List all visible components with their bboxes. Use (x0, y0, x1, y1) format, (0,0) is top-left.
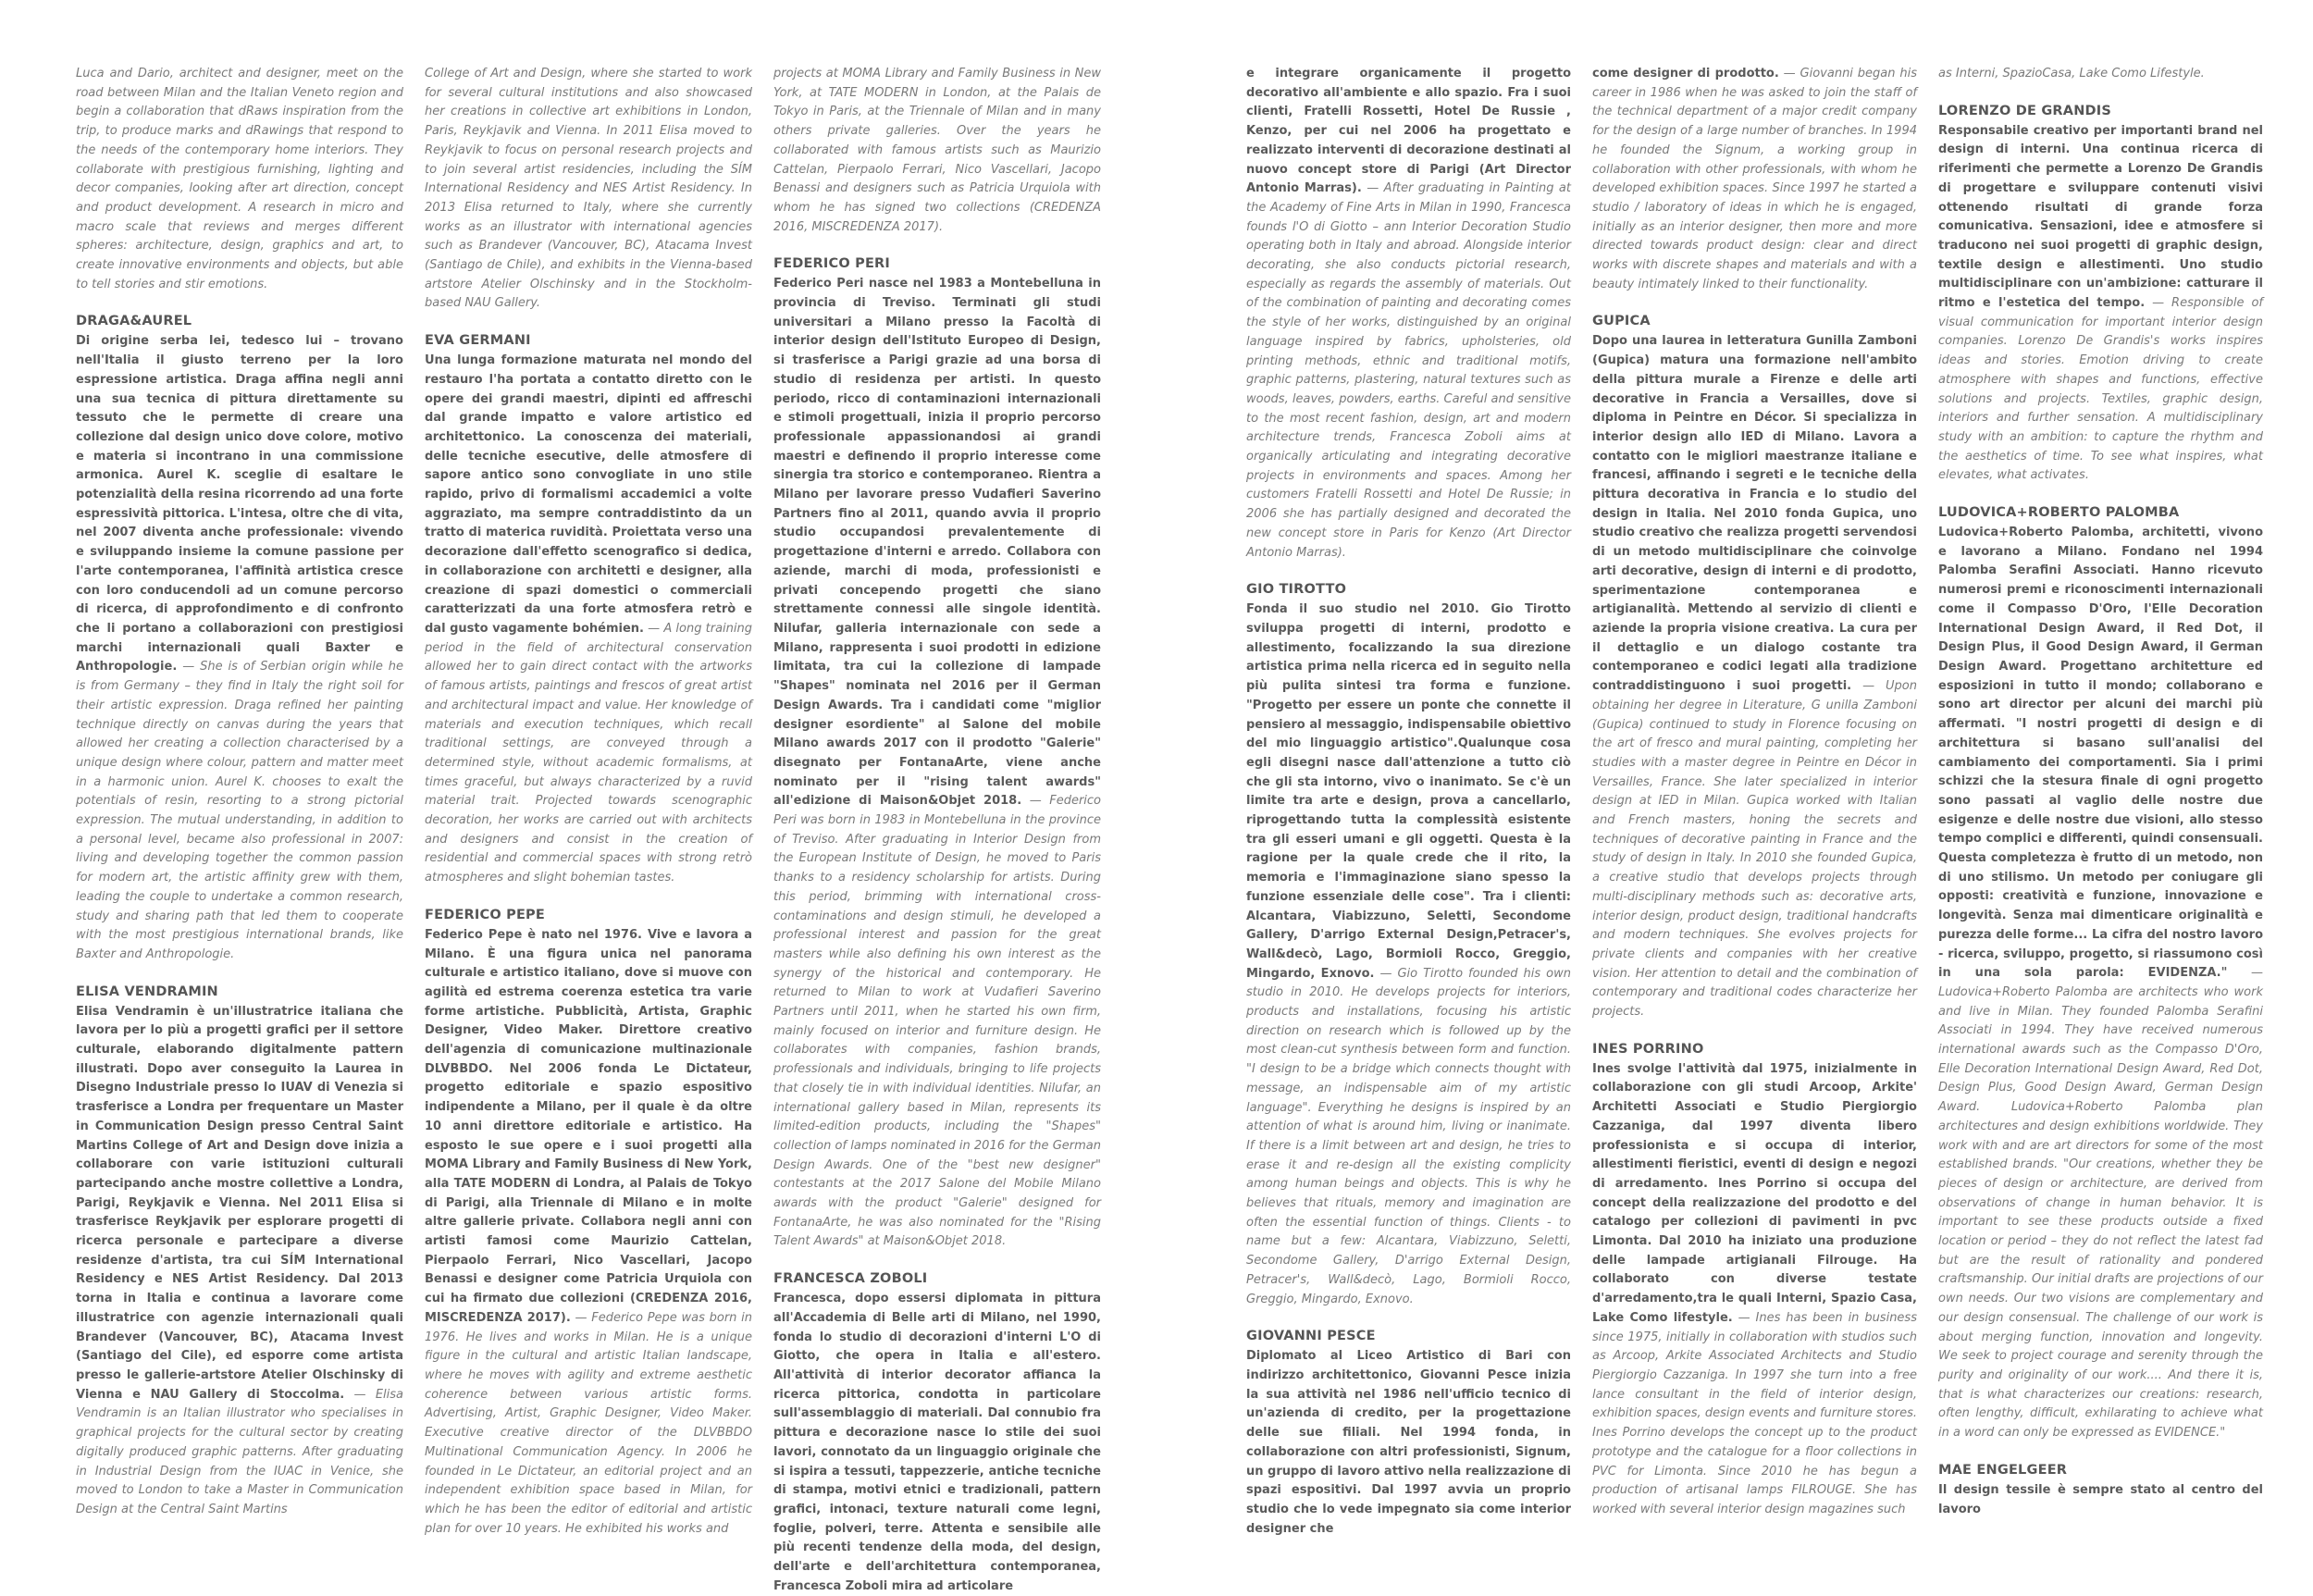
bio-italian-text: come designer di prodotto. (1592, 67, 1779, 80)
language-separator: — (182, 660, 195, 674)
designer-bio (773, 1290, 1101, 1596)
bio-english-text: Ludovica+Roberto Palomba are architects who work and live in Milan. They founded Palomba Serafini Associati in 1994. They have received numerous international awards such as the Compasso D'Oro, Elle Decoration International Design Award, Red Dot, Design Plus, Good Design Award, German Design Award. Ludovica+Roberto Palomba plan architectures and design exhibitions worldwide. They work with and are art directors for some of the most established brands. "Our creations, whether they be pieces of design or architecture, are derived from observations of change in human behavior. It is important to see these products outside a fixed location or period – they do not reflect the latest fad but are the result of rationality and pondered craftsmanship. Our initial drafts are projections of our own needs. Our two visions are complementary and our design consensual. The challenge of our work is about merging function, innovation and longevity. We seek to project courage and serenity through the purity and originality of our work.... And there it is, that is what characterizes our creations: research, often lengthy, difficult, exhilarating to achieve what in a word can only be expressed as EVIDENCE." (1938, 984, 2263, 1441)
left-column-2 (425, 65, 752, 1539)
language-separator: — (648, 621, 661, 636)
designer-entry (773, 1269, 1101, 1596)
designer-name: ELISA VENDRAMIN (76, 984, 218, 999)
bio-italian-text: Federico Pepe è nato nel 1976. Vive e lavora a Milano. È una figura unica nel panorama culturale e artistico italiano, dove si muove con agilità ed estrema coerenza estetica tra varie forme artistiche. Pubblicità, Artista, Graphic Designer, Video Maker. Direttore creativo dell'agenzia di comunicazione multinazionale DLVBBDO. Nel 2006 fonda Le Dictateur, progetto editoriale e spazio espositivo indipendente a Milano, per il quale è da oltre 10 anni direttore editoriale e artistico. Ha esposto le sue opere e i suoi progetti alla MOMA Library and Family Business di New York, alla TATE MODERN di Londra, al Palais de Tokyo di Parigi, alla Triennale di Milano e in molte altre gallerie private. Collabora negli anni con artisti famosi come Maurizio Cattelan, Pierpaolo Ferrari, Nico Vascellari, Jacopo Benassi e designer come Patricia Urquiola con cui ha firmato due collezioni (CREDENZA 2016, MISCREDENZA 2017). (425, 927, 752, 1325)
bio-english-text: She is of Serbian origin while he is from Germany – they find in Italy the right soil for their artistic expression. Draga refined her painting technique directly on canvas during the years that allowed her creating a collection characterised by a unique design where colour, pattern and matter meet in a harmonic union. Aurel K. chooses to exalt the potentials of resin, resorting to a strong pictorial expression. The mutual understanding, in addition to a personal level, became also professional in 2007: living and developing together the common passion for modern art, the artistic affinity grew with them, leading the couple to undertake a common research, study and sharing path that led them to cooperate with the most prestigious international brands, like Baxter and Anthropologie. (76, 660, 403, 961)
designer-entry (1592, 1040, 1917, 1520)
bio-english-text: Giovanni began his career in 1986 when he was asked to join the staff of the technical department of a major credit company for the design of a large number of branches. In 1994 he founded the Signum, a working group in collaboration with other professionals, with whom he developed exhibition spaces. Since 1997 he started a studio / laboratory of ideas in which he is engaged, initially as an interior designer, then more and more directed towards product design: clear and direct works with discrete shapes and materials and with a beauty intimately linked to their functionality. (1592, 67, 1917, 291)
bio-continued-text: as Interni, SpazioCasa, Lake Como Lifestyle. (1938, 67, 2205, 80)
designer-name: LORENZO DE GRANDIS (1938, 103, 2112, 118)
bio-english-text: Ines has been in business since 1975, initially in collaboration with studios such as Arcoop, Arkite Associated Architects and Studio Piergiorgio Cazzaniga. In 1997 she turn into a free lance consultant in the field of interior design, exhibition spaces, design events and furniture stores. Ines Porrino develops the concept up to the product prototype and the catalogue for a floor collections in PVC for Limonta. Since 2010 he has begun a production of artisanal lamps FILROUGE. She has worked with several interior design magazines such (1592, 1310, 1917, 1516)
designer-name: FRANCESCA ZOBOLI (773, 1271, 928, 1287)
designer-entry (425, 906, 752, 1540)
designer-bio (1592, 65, 1917, 294)
bio-english-text: Federico Pepe was born in 1976. He lives and works in Milan. He is a unique figure in the cultural and artistic Italian landscape, where he moves with agility and extreme aesthetic coherence between various artistic forms. Advertising, Artist, Graphic Designer, Video Maker. Executive creative director of the DLVBBDO Multinational Communication Agency. In 2006 he founded in Le Dictateur, an editorial project and an independent exhibition space based in Milan, for which he has been the editor of editorial and artistic plan for over 10 years. He exhibited his works and (425, 1310, 752, 1536)
bio-continued-text: Luca and Dario, architect and designer, meet on the road between Milan and the Italian Veneto region and begin a collaboration that dRaws inspiration from the trip, to produce marks and dRawings that respond to the needs of the contemporary home interiors. They collaborate with prestigious furnishing, lighting and decor companies, looking after art direction, concept and product development. A research in micro and macro scale that reviews and merges different spheres: architecture, design, graphics and art, to create innovative environments and objects, but able to tell stories and stir emotions. (76, 67, 403, 291)
designer-bio (1938, 122, 2263, 486)
right-page (1246, 0, 2264, 1536)
designer-bio (76, 1003, 403, 1520)
designer-entry (76, 65, 403, 294)
bio-italian-text: Ines svolge l'attività dal 1975, inizialmente in collaborazione con gli studi Arcoop, Arkite' Architetti Associati e Studio Piergiorgio Cazzaniga, dal 1997 diventa libero professionista e si occupa di interior, allestimenti fieristici, eventi di design e negozi di arredamento. Ines Porrino si occupa del concept della realizzazione del prodotto e del catalogo per collezioni di pavimenti in pvc Limonta. Dal 2010 ha iniziato una produzione delle lampade artigianali Filrouge. Ha collaborato con diverse testate d'arredamento,tra le quali Interni, Spazio Casa, Lake Como lifestyle. (1592, 1061, 1917, 1325)
bio-english-text: Federico Peri was born in 1983 in Montebelluna in the province of Treviso. After graduating in Interior Design from the European Institute of Design, he moved to Paris thanks to a residency scholarship for artists. During this period, brimming with international cross-contaminations and design stimuli, he developed a professional interest and passion for the great masters while also defining his own interest as the synergy of the historical and contemporary. He returned to Milan to work at Vudafieri Saverino Partners until 2011, when he started his own firm, mainly focused on interior and furniture design. He collaborates with companies, fashion brands, professionals and individuals, bringing to life projects that closely tie in with individual identities. Nilufar, an international gallery based in Milan, represents its limited-edition products, including the "Shapes" collection of lamps nominated in 2016 for the German Design Awards. One of the "best new designer" contestants at the 2017 Salone del Mobile Milano awards with the product "Galerie" designed for FontanaArte, he was also nominated for the "Rising Talent Awards" at Maison&Objet 2018. (773, 794, 1102, 1249)
bio-english-text: After graduating in Painting at the Academy of Fine Arts in Milan in 1990, Francesca founds l'O di Giotto – ann Interior Decoration Studio operating both in Italy and abroad. Alongside interior decorating, she also conducts pictorial research, especially as regards the assembly of materials. Out of the combination of painting and decorating comes the style of her works, distinguished by an original language inspired by fabrics, upholsteries, old printing methods, ethnic and traditional motifs, graphic patterns, plastering, natural textures such as woods, leaves, powders, earths. Careful and sensitive to the most recent fashion, design, art and modern architecture trends, Francesca Zoboli aims at organically articulating and integrating decorative projects in environments and spaces. Among her customers Fratelli Rossetti and Hotel De Russie; in 2006 she has partially designed and decorated the new concept store in Paris for Kenzo (Art Director Antonio Marras). (1246, 181, 1571, 560)
designer-entry (773, 65, 1101, 237)
language-separator: — (575, 1310, 588, 1325)
bio-italian-text: Ludovica+Roberto Palomba, architetti, vivono e lavorano a Milano. Fondano nel 1994 Palomba Serafini Associati. Hanno ricevuto numerosi premi e riconoscimenti internazionali come il Compasso D'Oro, l'Elle Decoration International Design Award, il Red Dot, il Design Plus, il Good Design Award, il German Design Award. Progettano architetture ed esposizioni in tutto il mondo; collaborano e sono art director per alcuni dei marchi più affermati. "I nostri progetti di design e di architettura si basano sull'analisi del cambiamento dei comportamenti. Sia i primi schizzi che la stesura finale di ogni progetto sono passati al vaglio delle nostre due esigenze e delle nostre due visioni, allo stesso tempo complici e differenti, quindi consensuali. Questa completezza è frutto di un metodo, non di uno stilismo. Un metodo per coniugare gli opposti: creatività e funzione, innovazione e longevità. Senza mai dimenticare originalità e purezza delle forme... La cifra del nostro lavoro - ricerca, sviluppo, progetto, si riassumono così in una sola parola: EVIDENZA." (1938, 526, 2263, 981)
designer-name: GIOVANNI PESCE (1246, 1329, 1376, 1344)
designer-entry (76, 312, 403, 964)
bio-english-text: Elisa Vendramin is an Italian illustrator who specialises in graphical projects for the cultural sector by creating digitally produced graphic patterns. After graduating in Industrial Design from the IUAC in Venice, she moved to London to take a Master in Communication Design at the Central Saint Martins (76, 1387, 403, 1516)
designer-name: GIO TIROTTO (1246, 582, 1347, 598)
bio-italian-text: Diplomato al Liceo Artistico di Bari con indirizzo architettonico, Giovanni Pesce inizia la sua attività nel 1986 nell'ufficio tecnico di un'azienda di credito, per la progettazione delle sue filiali. Nel 1994 fonda, in collaborazione con altri professionisti, Signum, un gruppo di lavoro attivo nella realizzazione di spazi espositivi. Dal 1997 avvia un proprio studio che lo vede impegnato sia come interior designer che (1246, 1349, 1571, 1536)
bio-italian-text: Elisa Vendramin è un'illustratrice italiana che lavora per lo più a progetti grafici per il settore culturale, elaborando digitalmente pattern illustrati. Dopo aver conseguito la Laurea in Disegno Industriale presso lo IUAV di Venezia si trasferisce a Londra per frequentare un Master in Communication Design presso Central Saint Martins College of Art and Design dove inizia a collaborare con varie istituzioni culturali partecipando anche mostre collettive a Londra, Parigi, Reykjavik e Vienna. Nel 2011 Elisa si trasferisce Reykjavik per esplorare progetti di ricerca personale e partecipare a diverse residenze d'artista, tra cui SÍM International Residency e NES Artist Residency. Dal 2013 torna in Italia e continua a lavorare come illustratrice con agenzie internazionali quali Brandever (Vancouver, BC), Atacama Invest (Santiago del Cile), ed esporre come artista presso le gallerie-artstore Atelier Olschinsky di Vienna e NAU Gallery di Stoccolma. (76, 1004, 403, 1402)
language-separator: — (1367, 181, 1379, 196)
designer-bio (1938, 524, 2263, 1443)
designer-bio (1938, 1481, 2263, 1519)
left-columns (76, 0, 1103, 1596)
right-column-3 (1938, 65, 2263, 1519)
designer-bio (425, 352, 752, 888)
bio-italian-text: Una lunga formazione maturata nel mondo del restauro l'ha portata a contatto diretto con le opere dei grandi maestri, dipinti ed affreschi dal grande impatto e valore artistico ed architettonico. La conoscenza dei materiali, delle tecniche esecutive, delle atmosfere di sapore antico sono convogliate in uno stile rapido, privo di formalismi accademici a volte aggraziato, ma sempre contraddistinto da un tratto di materica ruvidità. Proiettata verso una decorazione dall'effetto scenografico si dedica, in collaborazione con architetti e designer, alla creazione di spazi domestici o commerciali caratterizzati da una forte atmosfera retrò e dal gusto vagamente bohémien. (425, 353, 752, 636)
left-page (76, 0, 1103, 1593)
left-column-3 (773, 65, 1101, 1596)
language-separator: — (1862, 679, 1875, 694)
bio-english-text: Responsible of visual communication for important interior design companies. Lorenzo De Grandis's works inspires ideas and stories. Emotion driving to create atmosphere with shapes and functions, effective solutions and projects. Textiles, graphic design, interiors and further sensation. A multidisciplinary study with an ambition: to capture the rhythm and the aesthetics of time. To see what inspires, what elevates, what activates. (1938, 296, 2263, 483)
designer-name: DRAGA&AUREL (76, 314, 192, 329)
bio-english-text: A long training period in the field of architectural conservation allowed her to gain direct contact with the artworks of famous artists, paintings and frescos of great artist and architectural impact and value. Her knowledge of materials and execution techniques, which recall traditional settings, are conveyed through a determined style, without academic formalisms, at times graceful, but always characterized by a ruvid material trait. Projected towards scenographic decoration, her works are carried out with architects and designers and consist in the creation of residential and commercial spaces with strong retrò atmospheres and slight bohemian tastes. (425, 621, 753, 885)
designer-entry (1246, 580, 1571, 1309)
designer-entry (76, 983, 403, 1520)
language-separator: — (1379, 966, 1392, 981)
right-column-1 (1246, 65, 1571, 1539)
designer-name: EVA GERMANI (425, 333, 531, 349)
designer-bio (425, 65, 752, 314)
language-separator: — (2251, 966, 2263, 981)
designer-entry (425, 65, 752, 314)
designer-bio (1246, 1347, 1571, 1539)
bio-italian-text: Il design tessile è sempre stato al centro del lavoro (1938, 1482, 2263, 1516)
designer-name: GUPICA (1592, 314, 1651, 329)
bio-italian-text: Dopo una laurea in letteratura Gunilla Zamboni (Gupica) matura una formazione nell'ambito della pittura murale a Firenze e delle arti decorative in Francia a Versailles, dove si diploma in Peintre en Décor. Si specializza in interior design allo IED di Milano. Lavora a contatto con le migliori maestranze italiane e francesi, affinando i segreti e le tecniche della pittura decorativa in Francia e lo studio del design in Italia. Nel 2010 fonda Gupica, uno studio creativo che realizza progetti servendosi di un metodo multidisciplinare che coinvolge arti decorative, design di interni e di prodotto, sperimentazione contemporanea e artigianalità. Mettendo al servizio di clienti e aziende la propria visione creativa. La cura per il dettaglio e un dialogo costante tra contemporaneo e codici legati alla tradizione contraddistinguono i suoi progetti. (1592, 334, 1917, 694)
designer-bio (1246, 600, 1571, 1309)
bio-italian-text: Responsabile creativo per importanti brand nel design di interni. Una continua ricerca di riferimenti che permette a Lorenzo De Grandis di progettare e sviluppare contenuti visivi ottenendo risultati di grande forza comunicativa. Sensazioni, idee e atmosfere si traducono nei suoi progetti di graphic design, textile design e allestimenti. Uno studio multidisciplinare con un'ambizione: catturare il ritmo e l'estetica del tempo. (1938, 123, 2263, 311)
left-column-1 (76, 65, 403, 1520)
designer-bio (773, 65, 1101, 237)
language-separator: — (1738, 1310, 1750, 1325)
language-separator: — (1783, 67, 1796, 80)
designer-entry (1592, 312, 1917, 1021)
designer-bio (773, 275, 1101, 1252)
designer-entry (1938, 503, 2263, 1443)
right-columns (1246, 0, 2264, 1539)
designer-entry (1938, 1461, 2263, 1519)
right-column-2 (1592, 65, 1917, 1520)
designer-name: LUDOVICA+ROBERTO PALOMBA (1938, 505, 2180, 521)
language-separator: — (353, 1387, 366, 1402)
language-separator: — (2152, 296, 2165, 311)
bio-english-text: Upon obtaining her degree in Literature, G unilla Zamboni (Gupica) continued to study in Florence focusing on the art of fresco and mural painting, completing her studies with a master degree in Peintre en Décor in Versailles, France. She later specialized in interior design at IED in Milan. Gupica worked with Italian and French masters, honing the secrets and techniques of decorative painting in France and the study of design in Italy. In 2010 she founded Gupica, a creative studio that develops projects through multi-disciplinary methods such as: decorative arts, interior design, product design, traditional handcrafts and modern techniques. She evolves projects for private clients and companies with her creative vision. Her attention to detail and the combination of contemporary and traditional codes characterize her projects. (1592, 679, 1917, 1020)
bio-italian-text: Di origine serba lei, tedesco lui – trovano nell'Italia il giusto terreno per la loro espressione artistica. Draga affina negli anni una sua tecnica di pittura direttamente su tessuto che le permette di creare una collezione dal design unico dove colore, motivo e materia si incontrano in una commissione armonica. Aurel K. sceglie di esaltare le potenzialità della resina ricorrendo ad una forte espressività pittorica. L'intesa, oltre che di vita, nel 2007 diventa anche professionale: vivendo e sviluppando insieme la comune passione per l'arte contemporanea, l'affinità artistica cresce con loro conducendoli ad un comune percorso di ricerca, di approfondimento e di confronto che li portano a collaborazioni con prestigiosi marchi internazionali quali Baxter e Anthropologie. (76, 334, 403, 674)
designer-name: FEDERICO PEPE (425, 907, 545, 922)
bio-italian-text: Francesca, dopo essersi diplomata in pittura all'Accademia di Belle arti di Milano, nel 1990, fonda lo studio di decorazioni d'interni L'O di Giotto, che opera in Italia e all'estero. All'attività di interior decorator affianca la ricerca pittorica, condotta in particolare sull'assemblaggio di materiali. Dal connubio fra pittura e decorazione nasce lo stile dei suoi lavori, connotato da un linguaggio originale che si ispira a tessuti, tappezzerie, antiche tecniche di stampa, motivi etnici e tradizionali, pattern grafici, intonaci, texture naturali come legni, foglie, polveri, terre. Attenta e sensibile alle più recenti tendenze della moda, del design, dell'arte e dell'architettura contemporanea, Francesca Zoboli mira ad articolare (773, 1292, 1101, 1593)
designer-entry (1938, 102, 2263, 486)
designer-entry (425, 331, 752, 888)
designer-bio (1592, 1060, 1917, 1520)
bio-italian-text: Federico Peri nasce nel 1983 a Montebelluna in provincia di Treviso. Terminati gli studi universitari a Milano presso la Facoltà di interior design dell'Istituto Europeo di Design, si trasferisce a Parigi grazie ad una borsa di studio di residenza per artisti. In questo periodo, ricco di contaminazioni internazionali e stimoli progettuali, inizia il proprio percorso professionale appassionandosi ai grandi maestri e definendo il proprio interesse come sinergia tra storico e contemporaneo. Rientra a Milano per lavorare presso Vudafieri Saverino Partners fino al 2011, quando avvia il proprio studio occupandosi prevalentemente di progettazione d'interni e arredo. Collabora con aziende, marchi di moda, professionisti e privati concependo progetti che siano strettamente connessi alle singole identità. Nilufar, galleria internazionale con sede a Milano, rappresenta i suoi prodotti in edizione limitata, tra cui la collezione di lampade "Shapes" nominata nel 2016 per il German Design Awards. Tra i candidati come "miglior designer esordiente" al Salone del mobile Milano awards 2017 con il prodotto "Galerie" disegnato per FontanaArte, viene anche nominato per il "rising talent awards" all'edizione di Maison&Objet 2018. (773, 277, 1101, 809)
bio-english-text: Gio Tirotto founded his own studio in 2010. He develops projects for interiors, products and installations, focusing his artistic direction on research which is followed up by the most clean-cut synthesis between form and function. "I design to be a bridge which connects thought with message, an indispensable aim of my artistic language". Everything he designs is inspired by an attention of what is around him, living or inanimate. If there is a limit between art and design, he tries to erase it and re-design all the existing complicity among human beings and objects. This is why he believes that rituals, memory and imagination are often the essential function of things. Clients - to name but a few: Alcantara, Viabizzuno, Seletti, Secondome Gallery, D'arrigo External Design, Petracer's, Wall&decò, Lago, Bormioli Rocco, Greggio, Mingardo, Exnovo. (1246, 966, 1571, 1306)
bio-continued-text: projects at MOMA Library and Family Business in New York, at TATE MODERN in London, at the Palais de Tokyo in Paris, at the Triennale of Milan and in many others private galleries. Over the years he collaborated with famous artists such as Maurizio Cattelan, Pierpaolo Ferrari, Nico Vascellari, Jacopo Benassi and designers such as Patricia Urquiola with whom he has signed two collections (CREDENZA 2016, MISCREDENZA 2017). (773, 67, 1101, 234)
bio-italian-text: Fonda il suo studio nel 2010. Gio Tirotto sviluppa progetti di interni, prodotto e allestimento, focalizzando la sua direzione artistica prima nella ricerca ed in seguito nella più pulita sintesi tra forma e funzione. "Progetto per essere un ponte che connette il pensiero al messaggio, indispensabile obiettivo del mio linguaggio artistico".Qualunque cosa egli disegni nasce dall'attenzione a tutto ciò che gli sta intorno, vivo o inanimato. Se c'è un limite tra arte e design, prova a cancellarlo, riprogettando tutta la complessità esistente tra gli esseri umani e gli oggetti. Questa è la ragione per la quale crede che il rito, la memoria e l'immaginazione siano spesso la funzione essenziale delle cose". Tra i clienti: Alcantara, Viabizzuno, Seletti, Secondome Gallery, D'arrigo External Design,Petracer's, Wall&decò, Lago, Bormioli Rocco, Greggio, Mingardo, Exnovo. (1246, 602, 1571, 981)
designer-entry (1246, 65, 1571, 563)
designer-entry (773, 254, 1101, 1252)
designer-bio (425, 926, 752, 1540)
bio-italian-text: e integrare organicamente il progetto decorativo all'ambiente e allo spazio. Fra i suoi clienti, Fratelli Rossetti, Hotel De Russie , Kenzo, per cui nel 2006 ha progettato e realizzato interventi di decorazione destinati al nuovo concept store di Parigi (Art Director Antonio Marras). (1246, 67, 1571, 196)
bio-continued-text: College of Art and Design, where she started to work for several cultural institutions and also showcased her creations in collective art exhibitions in London, Paris, Reykjavik and Vienna. In 2011 Elisa moved to Reykjavik to focus on personal research projects and to join several artist residencies, including the SÍM International Residency and NES Artist Residency. In 2013 Elisa returned to Italy, where she currently works as an illustrator with international agencies such as Brandever (Vancouver, BC), Atacama Invest (Santiago de Chile), and exhibits in the Vienna-based artstore Atelier Olschinsky and in the Stockholm-based NAU Gallery. (425, 67, 752, 311)
designer-entry (1938, 65, 2263, 84)
designer-entry (1592, 65, 1917, 294)
language-separator: — (1029, 794, 1042, 809)
designer-entry (1246, 1327, 1571, 1539)
designer-bio (76, 65, 403, 294)
designer-name: FEDERICO PERI (773, 256, 891, 272)
designer-bio (1246, 65, 1571, 563)
designer-bio (1938, 65, 2263, 84)
designer-bio (1592, 332, 1917, 1021)
designer-name: MAE ENGELGEER (1938, 1462, 2068, 1478)
designer-bio (76, 332, 403, 964)
designer-name: INES PORRINO (1592, 1041, 1704, 1057)
